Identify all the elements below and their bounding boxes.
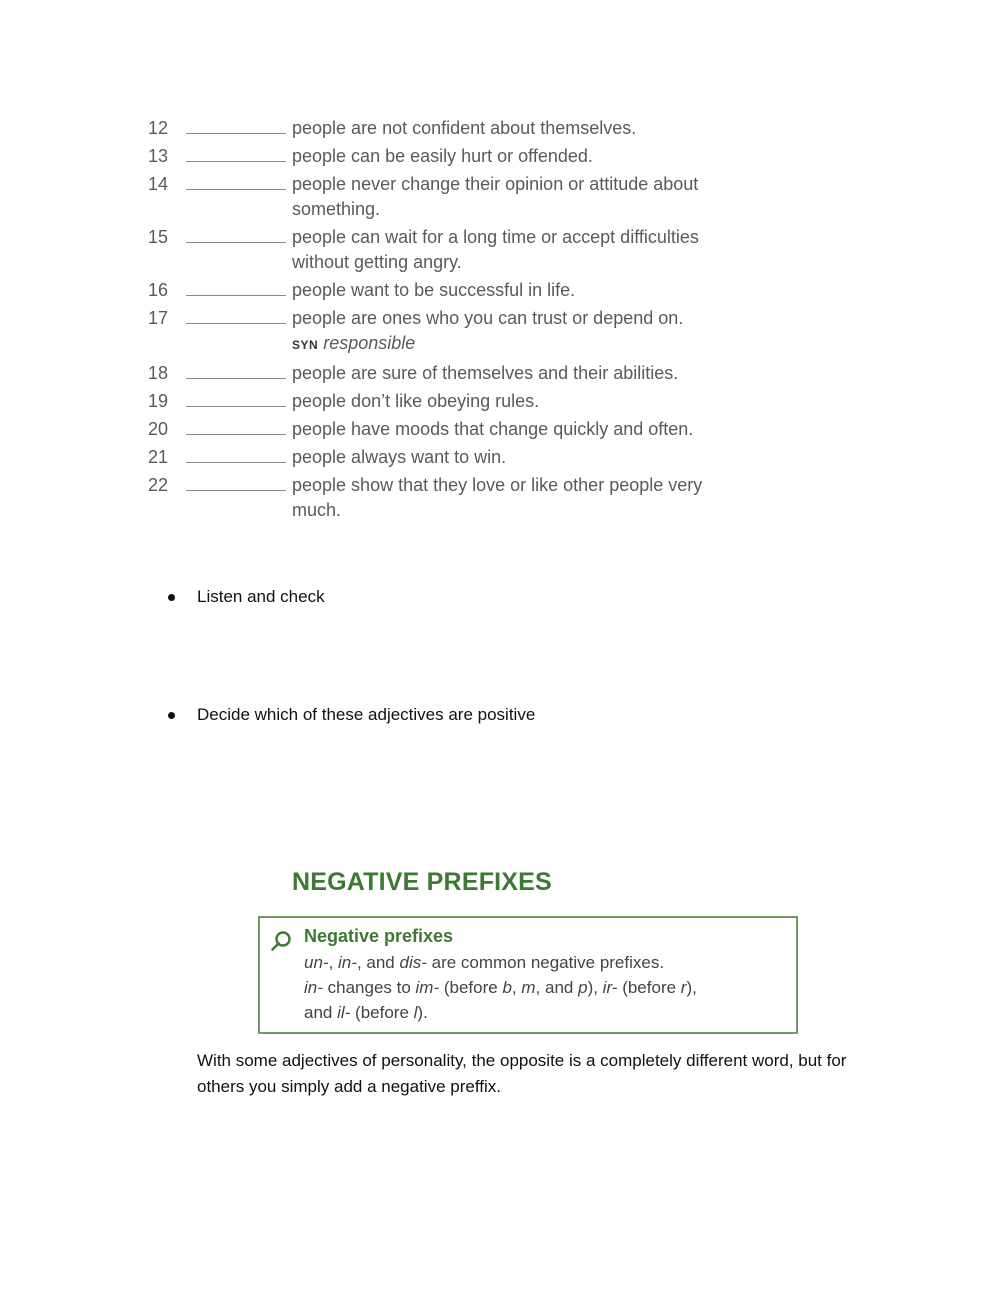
item-text: people can wait for a long time or accept difficulties without getting angry.	[292, 227, 699, 272]
item-number: 22	[148, 475, 169, 495]
item-number: 19	[148, 391, 169, 411]
text: changes to	[322, 978, 416, 997]
answer-blank[interactable]	[186, 144, 286, 162]
box-line	[304, 978, 697, 998]
box-line	[304, 953, 664, 973]
item-text: people have moods that change quickly and often.	[292, 419, 694, 439]
text: (before	[617, 978, 681, 997]
item-number: 12	[148, 118, 169, 138]
box-line	[304, 1003, 428, 1023]
list-item	[148, 445, 708, 470]
negative-prefixes-box	[258, 916, 798, 1034]
text: ,	[328, 953, 339, 972]
prefix-in: in-	[304, 978, 323, 997]
text: , and	[356, 953, 400, 972]
text: , and	[535, 978, 579, 997]
answer-blank[interactable]	[186, 361, 286, 379]
prefix-ir: ir-	[602, 978, 618, 997]
item-text: people are ones who you can trust or depend on.	[292, 308, 684, 328]
letter: r	[680, 978, 687, 997]
item-number: 20	[148, 419, 169, 439]
bullet-text: Listen and check	[197, 587, 325, 606]
box-title: Negative prefixes	[304, 926, 454, 946]
list-item	[148, 417, 708, 442]
item-text-with-synonym	[292, 306, 708, 358]
text: are common negative prefixes.	[426, 953, 665, 972]
list-item	[148, 172, 708, 222]
text: ),	[686, 978, 697, 997]
list-item	[148, 473, 708, 523]
answer-blank[interactable]	[186, 306, 286, 324]
item-number: 16	[148, 280, 169, 300]
item-text: people want to be successful in life.	[292, 280, 576, 300]
list-item	[148, 389, 708, 414]
synonym-label: SYN	[292, 338, 319, 352]
item-number: 21	[148, 447, 169, 467]
answer-blank[interactable]	[186, 172, 286, 190]
item-number: 14	[148, 174, 169, 194]
negative-prefixes-heading: NEGATIVE PREFIXES	[292, 868, 552, 896]
synonym-word: responsible	[323, 333, 416, 353]
answer-blank[interactable]	[186, 473, 286, 491]
prefix-dis: dis-	[399, 953, 427, 972]
answer-blank[interactable]	[186, 417, 286, 435]
bullet-decide	[168, 705, 535, 725]
answer-blank[interactable]	[186, 116, 286, 134]
text: ),	[587, 978, 603, 997]
text: ,	[511, 978, 522, 997]
bullet-dot-icon	[168, 712, 175, 719]
item-text: people don’t like obeying rules.	[292, 391, 540, 411]
explanation-paragraph: With some adjectives of personality, the opposite is a completely different word, but for others you simply add a negative preffix.	[197, 1051, 847, 1096]
item-text: people show that they love or like other people very much.	[292, 475, 703, 520]
text: and	[304, 1003, 338, 1022]
prefix-in: in-	[338, 953, 357, 972]
bullet-listen	[168, 587, 325, 607]
prefix-un: un-	[304, 953, 329, 972]
item-text: people are not confident about themselves.	[292, 118, 637, 138]
prefix-il: il-	[337, 1003, 351, 1022]
letter: l	[413, 1003, 418, 1022]
letter: b	[502, 978, 512, 997]
item-number: 17	[148, 308, 169, 328]
bullet-text: Decide which of these adjectives are positive	[197, 705, 536, 724]
list-item	[148, 306, 708, 358]
item-number: 18	[148, 363, 169, 383]
answer-blank[interactable]	[186, 278, 286, 296]
letter: p	[578, 978, 588, 997]
answer-blank[interactable]	[186, 445, 286, 463]
item-text: people never change their opinion or attitude about something.	[292, 174, 699, 219]
list-item	[148, 144, 708, 169]
item-number: 13	[148, 146, 169, 166]
prefix-im: im-	[415, 978, 440, 997]
exercise-list	[148, 116, 708, 526]
item-number: 15	[148, 227, 169, 247]
list-item	[148, 361, 708, 386]
item-text: people can be easily hurt or offended.	[292, 146, 593, 166]
list-item	[148, 225, 708, 275]
text: (before	[350, 1003, 414, 1022]
item-text: people are sure of themselves and their abilities.	[292, 363, 679, 383]
text: ).	[417, 1003, 428, 1022]
list-item	[148, 278, 708, 303]
answer-blank[interactable]	[186, 389, 286, 407]
magnifier-icon	[270, 930, 292, 952]
answer-blank[interactable]	[186, 225, 286, 243]
item-text: people always want to win.	[292, 447, 507, 467]
list-item	[148, 116, 708, 141]
letter: m	[521, 978, 536, 997]
bullet-dot-icon	[168, 594, 175, 601]
text: (before	[439, 978, 503, 997]
